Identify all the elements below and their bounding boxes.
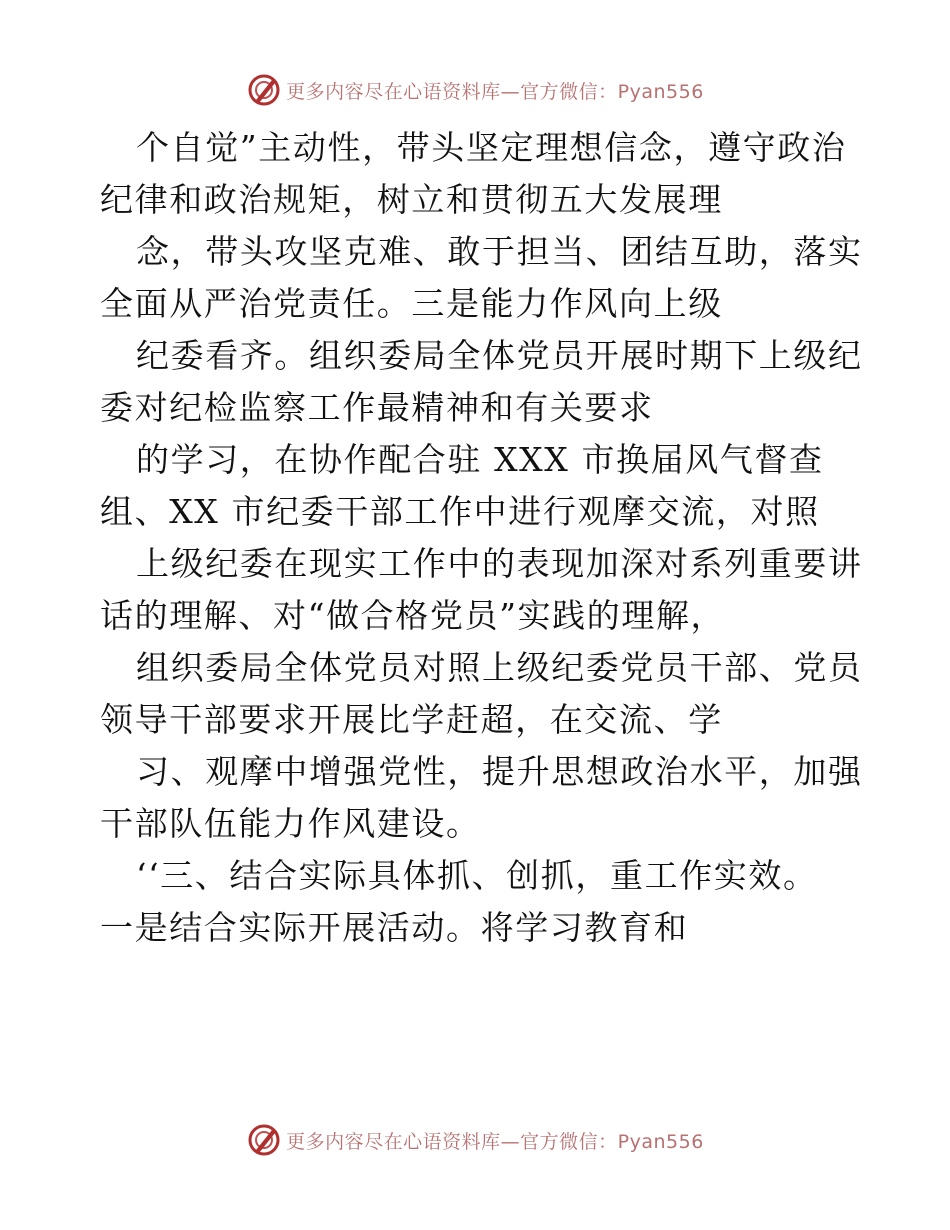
header-watermark-text: 更多内容尽在心语资料库—官方微信：Pyan556: [286, 80, 704, 103]
text-line: 纪委看齐。组织委局全体党员开展时期下上级纪: [136, 336, 863, 375]
document-body: [100, 122, 863, 954]
text-line: 全面从严治党责任。三是能力作风向上级: [100, 284, 723, 323]
text-line: 的学习，在协作配合驻 XXX 市换届风气督查: [136, 440, 824, 479]
pen-logo-icon: [246, 1122, 282, 1158]
footer-watermark: [0, 1120, 950, 1160]
text-line: 组织委局全体党员对照上级纪委党员干部、党员: [136, 648, 863, 687]
text-line: 习、观摩中增强党性，提升思想政治水平，加强: [136, 752, 863, 791]
text-line: ‘‘三、结合实际具体抓、创抓，重工作实效。: [136, 856, 818, 895]
text-line: 个自觉”主动性，带头坚定理想信念，遵守政治: [136, 128, 847, 167]
text-line: 念，带头攻坚克难、敢于担当、团结互助，落实: [136, 232, 863, 271]
text-line: 一是结合实际开展活动。将学习教育和: [100, 908, 689, 947]
text-line: 领导干部要求开展比学赶超，在交流、学: [100, 700, 723, 739]
text-line: 组、XX 市纪委干部工作中进行观摩交流，对照: [100, 492, 820, 531]
footer-watermark-text: 更多内容尽在心语资料库—官方微信：Pyan556: [286, 1130, 704, 1153]
text-line: 上级纪委在现实工作中的表现加深对系列重要讲: [136, 544, 863, 583]
pen-logo-icon: [246, 72, 282, 108]
header-watermark: [0, 70, 950, 110]
text-line: 委对纪检监察工作最精神和有关要求: [100, 388, 654, 427]
text-line: 干部队伍能力作风建设。: [100, 804, 481, 843]
text-line: 话的理解、对“做合格党员”实践的理解，: [100, 596, 726, 635]
text-line: 纪律和政治规矩，树立和贯彻五大发展理: [100, 180, 723, 219]
